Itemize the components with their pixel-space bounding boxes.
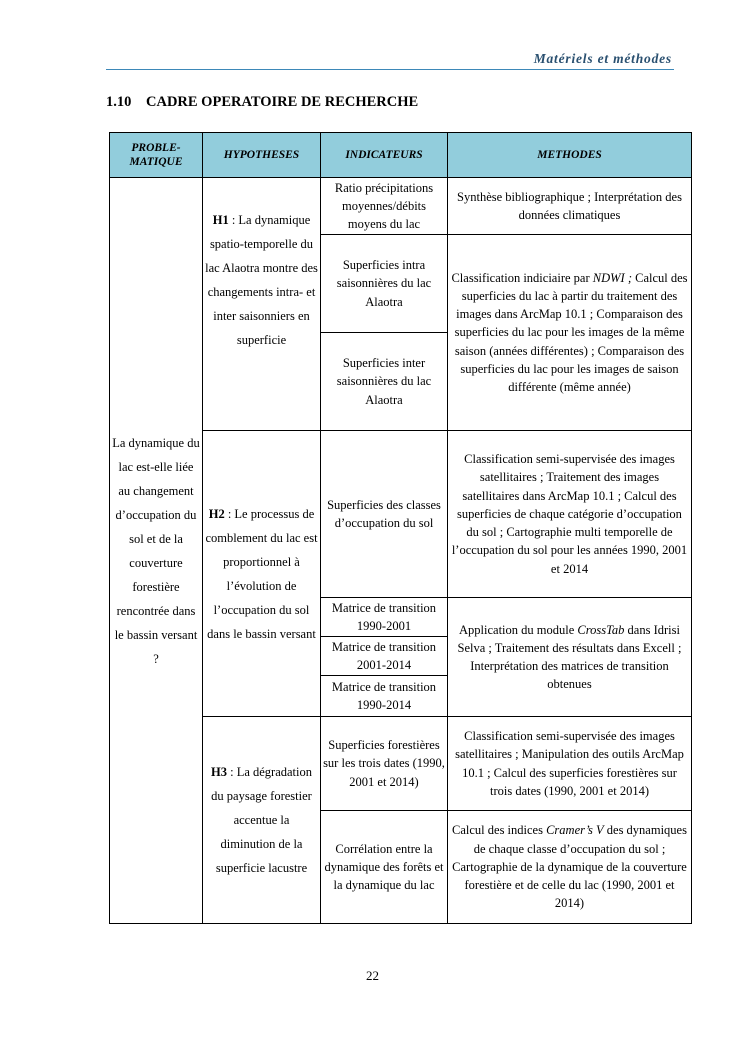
indicator-cell: Matrice de transition 1990-2014 xyxy=(321,676,448,717)
indicator-cell: Superficies forestières sur les trois dates (1990, 2001 et 2014) xyxy=(321,717,448,811)
method-cell: Synthèse bibliographique ; Interprétation des données climatiques xyxy=(448,178,692,235)
h3-method-em: Cramer’s V xyxy=(546,823,604,838)
method-cell xyxy=(448,811,692,924)
page-number: 22 xyxy=(366,968,379,983)
h1-label: H1 xyxy=(212,213,229,227)
table-row xyxy=(110,178,692,235)
method-cell xyxy=(448,235,692,431)
header-problematique-line2: MATIQUE xyxy=(129,156,183,168)
section-heading xyxy=(106,94,418,111)
header-problematique-line1: PROBLE- xyxy=(131,141,181,154)
indicator-cell: Superficies des classes d’occupation du sol xyxy=(321,431,448,598)
section-number: 1.10 xyxy=(106,94,132,110)
h3-method-pre: Calcul des indices xyxy=(452,823,547,838)
h3-text: : La dégradation du paysage forestier accentue la diminution de la superficie lacustre xyxy=(211,765,313,875)
indicator-cell: Superficies inter saisonnières du lac Alaotra xyxy=(321,333,448,431)
method-cell: Classification semi-supervisée des images satellitaires ; Manipulation des outils ArcMap 10.1 ; Calcul des superficies forestières sur trois dates (1990, 2001 et 2014) xyxy=(448,717,692,811)
header-problematique xyxy=(110,133,203,178)
indicator-cell: Ratio précipitations moyennes/débits moyens du lac xyxy=(321,178,448,235)
h1-method-em: NDWI ; xyxy=(592,270,632,285)
section-title: CADRE OPERATOIRE DE RECHERCHE xyxy=(146,94,419,110)
hypothesis-h3 xyxy=(203,717,321,924)
header-methodes: METHODES xyxy=(448,133,692,178)
header-rule xyxy=(106,69,674,70)
h3-method-post: des dynamiques de chaque classe d’occupation du sol ; Cartographie de la dynamique de la couverture forestière et de celle du lac (1990, 2001 et 2014) xyxy=(452,823,687,911)
method-cell xyxy=(448,598,692,717)
indicator-cell: Superficies intra saisonnières du lac Alaotra xyxy=(321,235,448,333)
research-framework-table xyxy=(109,132,692,924)
indicator-cell: Corrélation entre la dynamique des forêts et la dynamique du lac xyxy=(321,811,448,924)
header-hypotheses: HYPOTHESES xyxy=(203,133,321,178)
h2-text: : Le processus de comblement du lac est proportionnel à l’évolution de l’occupation du sol dans le bassin versant xyxy=(205,506,318,641)
h1-text: : La dynamique spatio-temporelle du lac Alaotra montre des changements intra- et inter saisonniers en superficie xyxy=(205,213,318,347)
hypothesis-h2 xyxy=(203,431,321,717)
table-header-row xyxy=(110,133,692,178)
indicator-cell: Matrice de transition 2001-2014 xyxy=(321,637,448,676)
indicator-cell: Matrice de transition 1990-2001 xyxy=(321,598,448,637)
running-header: Matériels et méthodes xyxy=(533,51,672,66)
h2-method-em: CrossTab xyxy=(577,622,625,637)
h2-method-post: dans Idrisi Selva ; Traitement des résultats dans Excell ; Interprétation des matrices de transition obtenues xyxy=(457,622,682,692)
hypothesis-h1 xyxy=(203,178,321,431)
h3-label: H3 xyxy=(210,765,227,779)
method-cell: Classification semi-supervisée des images satellitaires ; Traitement des images satellitaires dans ArcMap 10.1 ; Calcul des superficies de chaque catégorie d’occupation du sol ; Cartographie multi temporelle de l’occupation du sol pour les années 1990, 2001 et 2014 xyxy=(448,431,692,598)
header-indicateurs: INDICATEURS xyxy=(321,133,448,178)
h1-method-pre: Classification indiciaire par xyxy=(451,270,593,285)
problematique-cell: La dynamique du lac est-elle liée au changement d’occupation du sol et de la couverture forestière rencontrée dans le bassin versant ? xyxy=(110,178,203,924)
h2-method-pre: Application du module xyxy=(459,622,578,637)
h2-label: H2 xyxy=(208,506,225,521)
h1-method-post: Calcul des superficies du lac à partir du traitement des images dans ArcMap 10.1 ; Comparaison des superficies du lac pour les images de la même saison (années différentes) ; Comparaison des superficies du lac pour les images de saison différente (même année) xyxy=(454,270,688,394)
